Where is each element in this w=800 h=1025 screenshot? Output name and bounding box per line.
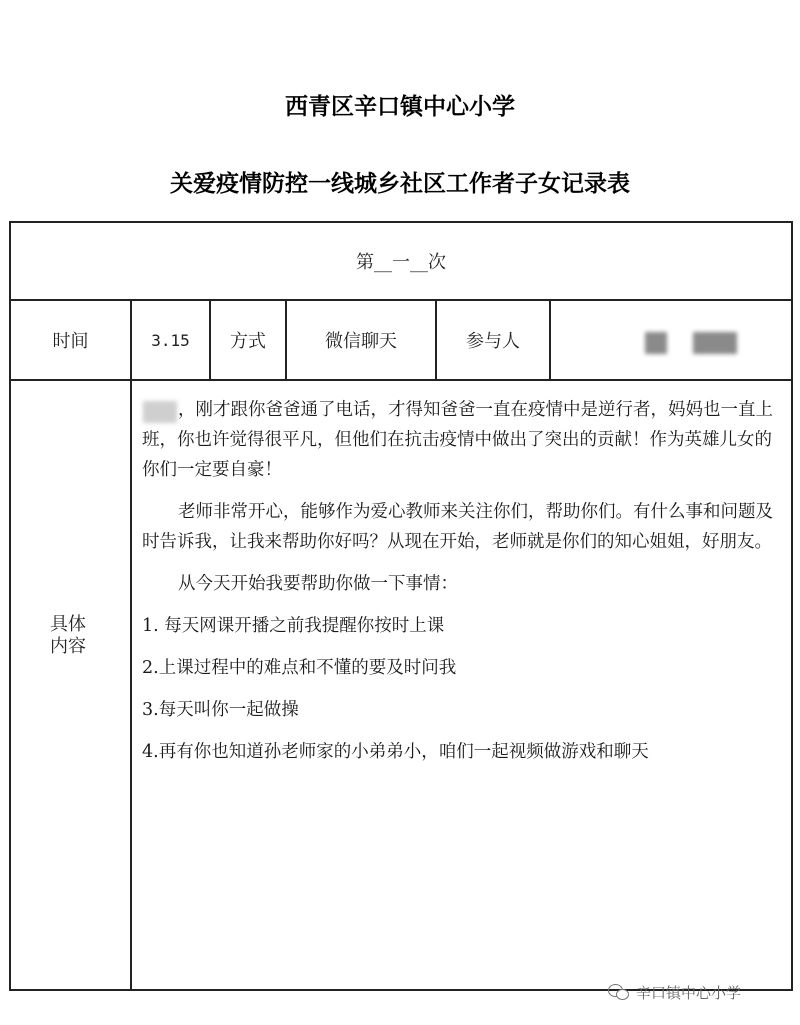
table-rule	[9, 379, 793, 381]
redacted-participant	[693, 332, 737, 354]
time-value: 3.15	[151, 330, 190, 350]
list-item: 4.再有你也知道孙老师家的小弟弟小，咱们一起视频做游戏和聊天	[142, 742, 649, 762]
paragraph: ，刚才跟你爸爸通了电话，才得知爸爸一直在疫情中是逆行者，妈妈也一直上班，你也许觉得很平凡，但他们在抗击疫情中做出了突出的贡献！作为英雄儿女的你们一定要自豪！	[142, 400, 773, 480]
participant-label: 参与人	[466, 331, 520, 352]
list-item: 2.上课过程中的难点和不懂的要及时问我	[142, 658, 457, 678]
time-label: 时间	[52, 331, 89, 352]
method-value: 微信聊天	[325, 331, 397, 352]
watermark	[608, 980, 741, 1004]
redacted-participant	[645, 332, 667, 354]
paragraph: 从今天开始我要帮助你做一下事情：	[178, 574, 458, 594]
paragraph: 老师非常开心，能够作为爱心教师来关注你们，帮助你们。有什么事和问题及时告诉我，让我来帮助你好吗？从现在开始，老师就是你们的知心姐姐，好朋友。	[142, 502, 773, 552]
session-number: 第__一__次	[356, 252, 446, 273]
table-rule	[549, 299, 551, 381]
details-content	[142, 395, 782, 779]
school-title: 西青区辛口镇中心小学	[285, 94, 515, 120]
list-item: 1. 每天网课开播之前我提醒你按时上课	[142, 616, 445, 636]
list-item: 3.每天叫你一起做操	[142, 700, 299, 720]
form-title: 关爱疫情防控一线城乡社区工作者子女记录表	[170, 171, 630, 197]
table-rule	[130, 379, 132, 991]
wechat-icon	[608, 983, 630, 1001]
details-label: 具体内容	[50, 614, 86, 657]
method-label: 方式	[230, 331, 266, 352]
watermark-text: 辛口镇中心小学	[636, 983, 742, 1002]
